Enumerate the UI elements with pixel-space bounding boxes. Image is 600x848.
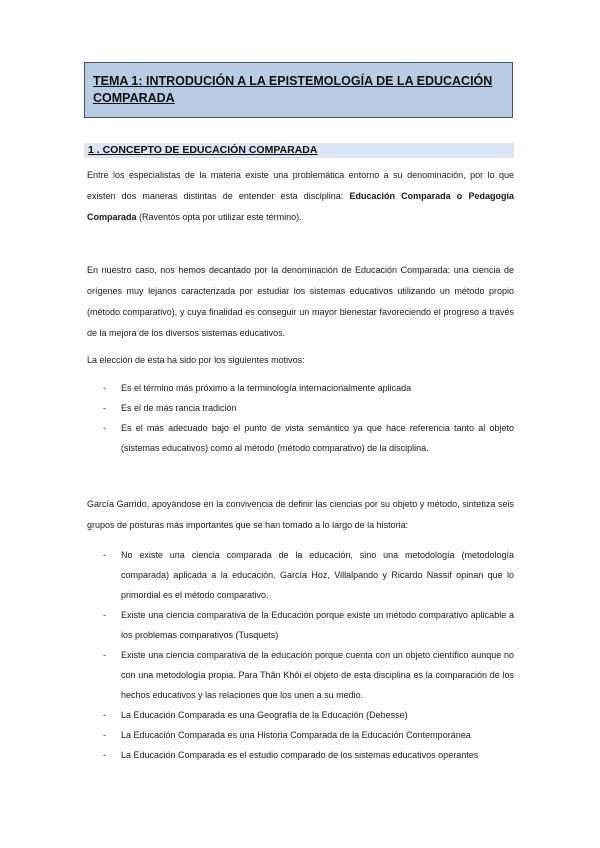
dash-bullet: - <box>103 423 106 433</box>
dash-bullet: - <box>103 750 106 760</box>
list-item <box>87 605 514 645</box>
list-item <box>87 745 514 765</box>
list-item-text: La Educación Comparada es una Historia Comparada de la Educación Contemporánea <box>121 730 471 740</box>
list-item <box>87 398 514 418</box>
dash-bullet: - <box>103 550 106 560</box>
paragraph-reasons-intro: La elección de esta ha sido por los siguientes motivos: <box>87 355 305 365</box>
list-item <box>87 725 514 745</box>
dash-bullet: - <box>103 730 106 740</box>
list-item <box>87 545 514 605</box>
paragraph-our-case: En nuestro caso, nos hemos decantado por la denominación de Educación Comparada; una ciencia de orígenes muy lejanos caracterizada por estudiar los sistemas educativos utilizando un método propio (método comparativo), y cuya finalidad es conseguir un mayor bienestar favoreciendo el progreso a través de la mejora de los diversos sistemas educativos. <box>87 265 514 338</box>
paragraph-garcia-garrido: García Garrido, apoyándose en la convivencia de definir las ciencias por su objeto y método, sintetiza seis grupos de posturas más importantes que se han tomado a lo largo de la historia: <box>87 499 514 530</box>
dash-bullet: - <box>103 650 106 660</box>
dash-bullet: - <box>103 710 106 720</box>
section-heading: 1 . CONCEPTO DE EDUCACIÓN COMPARADA <box>88 144 318 156</box>
list-item-text: Existe una ciencia comparativa de la Educación porque existe un método comparativo aplicable a los problemas comparativos (Tusquets) <box>121 610 514 640</box>
section-heading-bar <box>84 143 514 158</box>
list-item <box>87 705 514 725</box>
document-title: TEMA 1: INTRODUCIÓN A LA EPISTEMOLOGÍA DE LA EDUCACIÓN COMPARADA <box>93 74 493 105</box>
list-item-text: Es el término más próximo a la terminología internacionalmente aplicada <box>121 383 412 393</box>
paragraph-text: (Raventós opta por utilizar este término). <box>136 212 302 222</box>
dash-bullet: - <box>103 610 106 620</box>
dash-bullet: - <box>103 383 106 393</box>
list-item-text: Es el de más rancia tradición <box>121 403 237 413</box>
dash-bullet: - <box>103 403 106 413</box>
postures-list <box>87 545 514 765</box>
paragraph-denomination <box>87 165 514 228</box>
paragraph-text: Entre los especialistas de la materia existe una problemática entorno a su denominación, por lo que existen dos maneras distintas de entender esta disciplina: <box>87 170 514 201</box>
paragraph-bold-term: Educación Comparada o Pedagogía Comparada <box>87 191 514 222</box>
list-item <box>87 645 514 705</box>
list-item-text: La Educación Comparada es el estudio comparado de los sistemas educativos operantes <box>121 750 479 760</box>
list-item-text: Existe una ciencia comparativa de la educación porque cuenta con un objeto científico aunque no con una metodología propia. Para Thân Khôi el objeto de esta disciplina es la comparación de los hechos educativos y las relaciones que los unen a su medio. <box>121 650 514 700</box>
list-item-text: No existe una ciencia comparada de la educación, sino una metodología (metodología comparada) aplicada a la educación. García Hoz, Villalpando y Ricardo Nassif opinan que lo primordial es el método comparativo. <box>121 550 514 600</box>
reasons-list <box>87 378 514 458</box>
list-item <box>87 418 514 458</box>
list-item-text: La Educación Comparada es una Geografía de la Educación (Debesse) <box>121 710 408 720</box>
list-item <box>87 378 514 398</box>
list-item-text: Es el más adecuado bajo el punto de vista semántico ya que hace referencia tanto al objeto (sistemas educativos) como al método (método comparativo) de la disciplina. <box>121 423 514 453</box>
title-box <box>84 62 513 118</box>
